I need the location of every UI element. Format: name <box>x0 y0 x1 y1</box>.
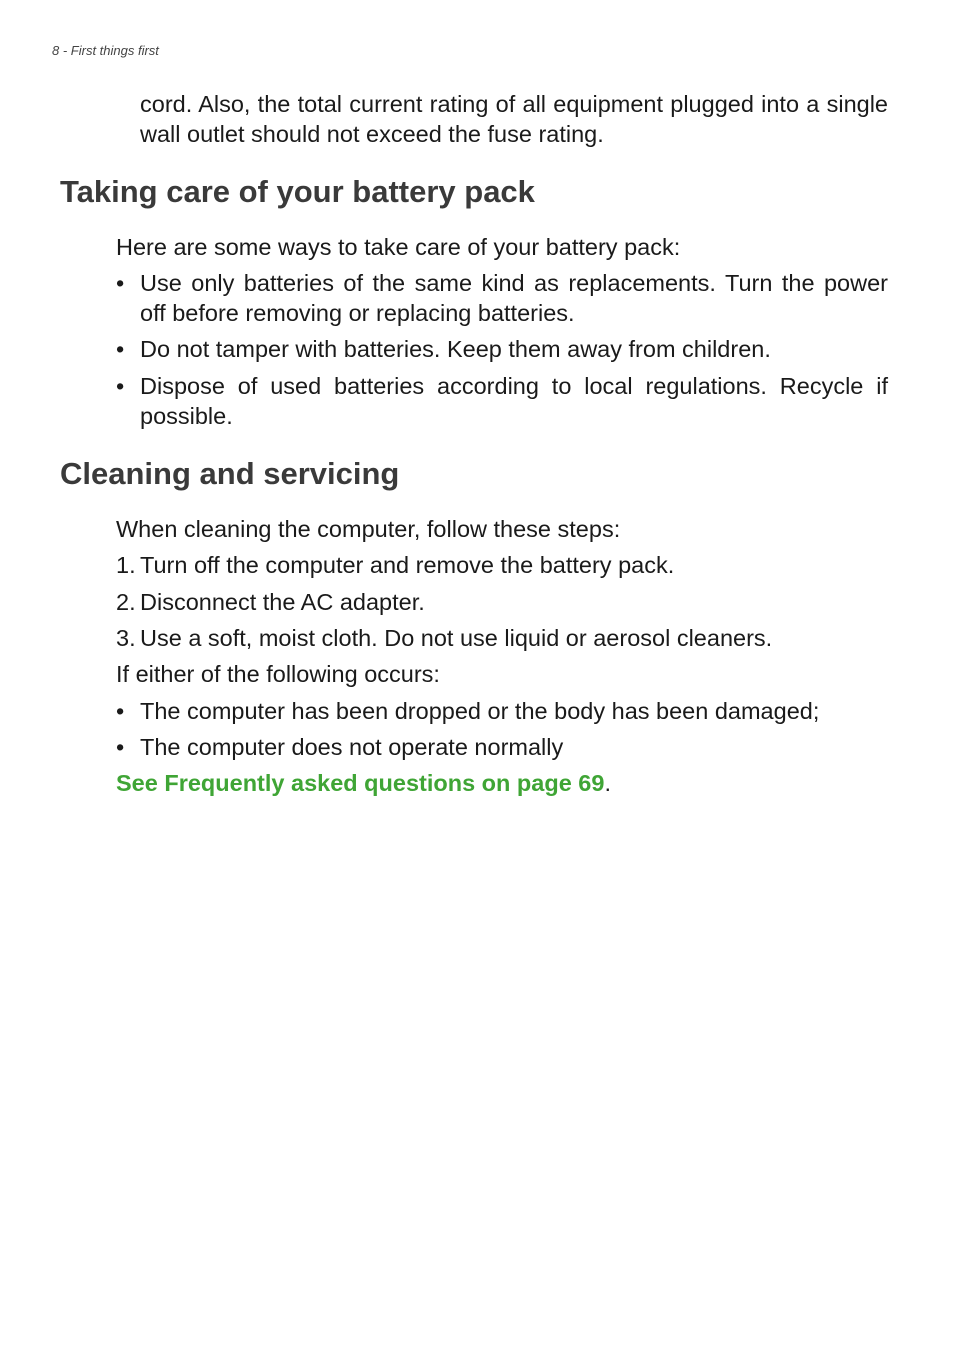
faq-link[interactable]: See Frequently asked questions on page 69 <box>116 770 605 796</box>
step-number: 2. <box>116 589 136 615</box>
step-number: 1. <box>116 552 136 578</box>
bullet-text: The computer does not operate normally <box>140 734 564 760</box>
bullet-text: Dispose of used batteries according to local regulations. Recycle if possible. <box>140 373 888 429</box>
battery-bullet-item <box>116 334 888 364</box>
cleaning-step-item <box>116 623 888 653</box>
step-text: Turn off the computer and remove the battery pack. <box>140 552 675 578</box>
condition-bullet-item <box>116 732 888 762</box>
battery-section-heading: Taking care of your battery pack <box>60 174 535 209</box>
faq-link-suffix: . <box>604 770 611 796</box>
bullet-marker: • <box>116 698 125 724</box>
bullet-marker: • <box>116 734 125 760</box>
bullet-marker: • <box>116 270 125 296</box>
condition-bullet-item <box>116 696 888 726</box>
condition-intro: If either of the following occurs: <box>116 661 440 687</box>
cleaning-intro: When cleaning the computer, follow these steps: <box>116 516 621 542</box>
step-text: Disconnect the AC adapter. <box>140 589 425 615</box>
intro-continuation: cord. Also, the total current rating of all equipment plugged into a single wall outlet should not exceed the fuse rating. <box>140 91 888 147</box>
faq-reference <box>116 768 888 798</box>
battery-intro: Here are some ways to take care of your battery pack: <box>116 234 681 260</box>
cleaning-step-item <box>116 587 888 617</box>
step-text: Use a soft, moist cloth. Do not use liquid or aerosol cleaners. <box>140 625 773 651</box>
battery-bullet-item <box>116 371 888 431</box>
cleaning-step-item <box>116 550 888 580</box>
bullet-text: Use only batteries of the same kind as replacements. Turn the power off before removing or replacing batteries. <box>140 270 888 326</box>
step-number: 3. <box>116 625 136 651</box>
bullet-marker: • <box>116 336 125 362</box>
cleaning-section-heading: Cleaning and servicing <box>60 456 400 491</box>
running-header: 8 - First things first <box>52 43 159 58</box>
bullet-marker: • <box>116 373 125 399</box>
bullet-text: Do not tamper with batteries. Keep them away from children. <box>140 336 771 362</box>
battery-bullet-item <box>116 268 888 328</box>
bullet-text: The computer has been dropped or the body has been damaged; <box>140 698 820 724</box>
